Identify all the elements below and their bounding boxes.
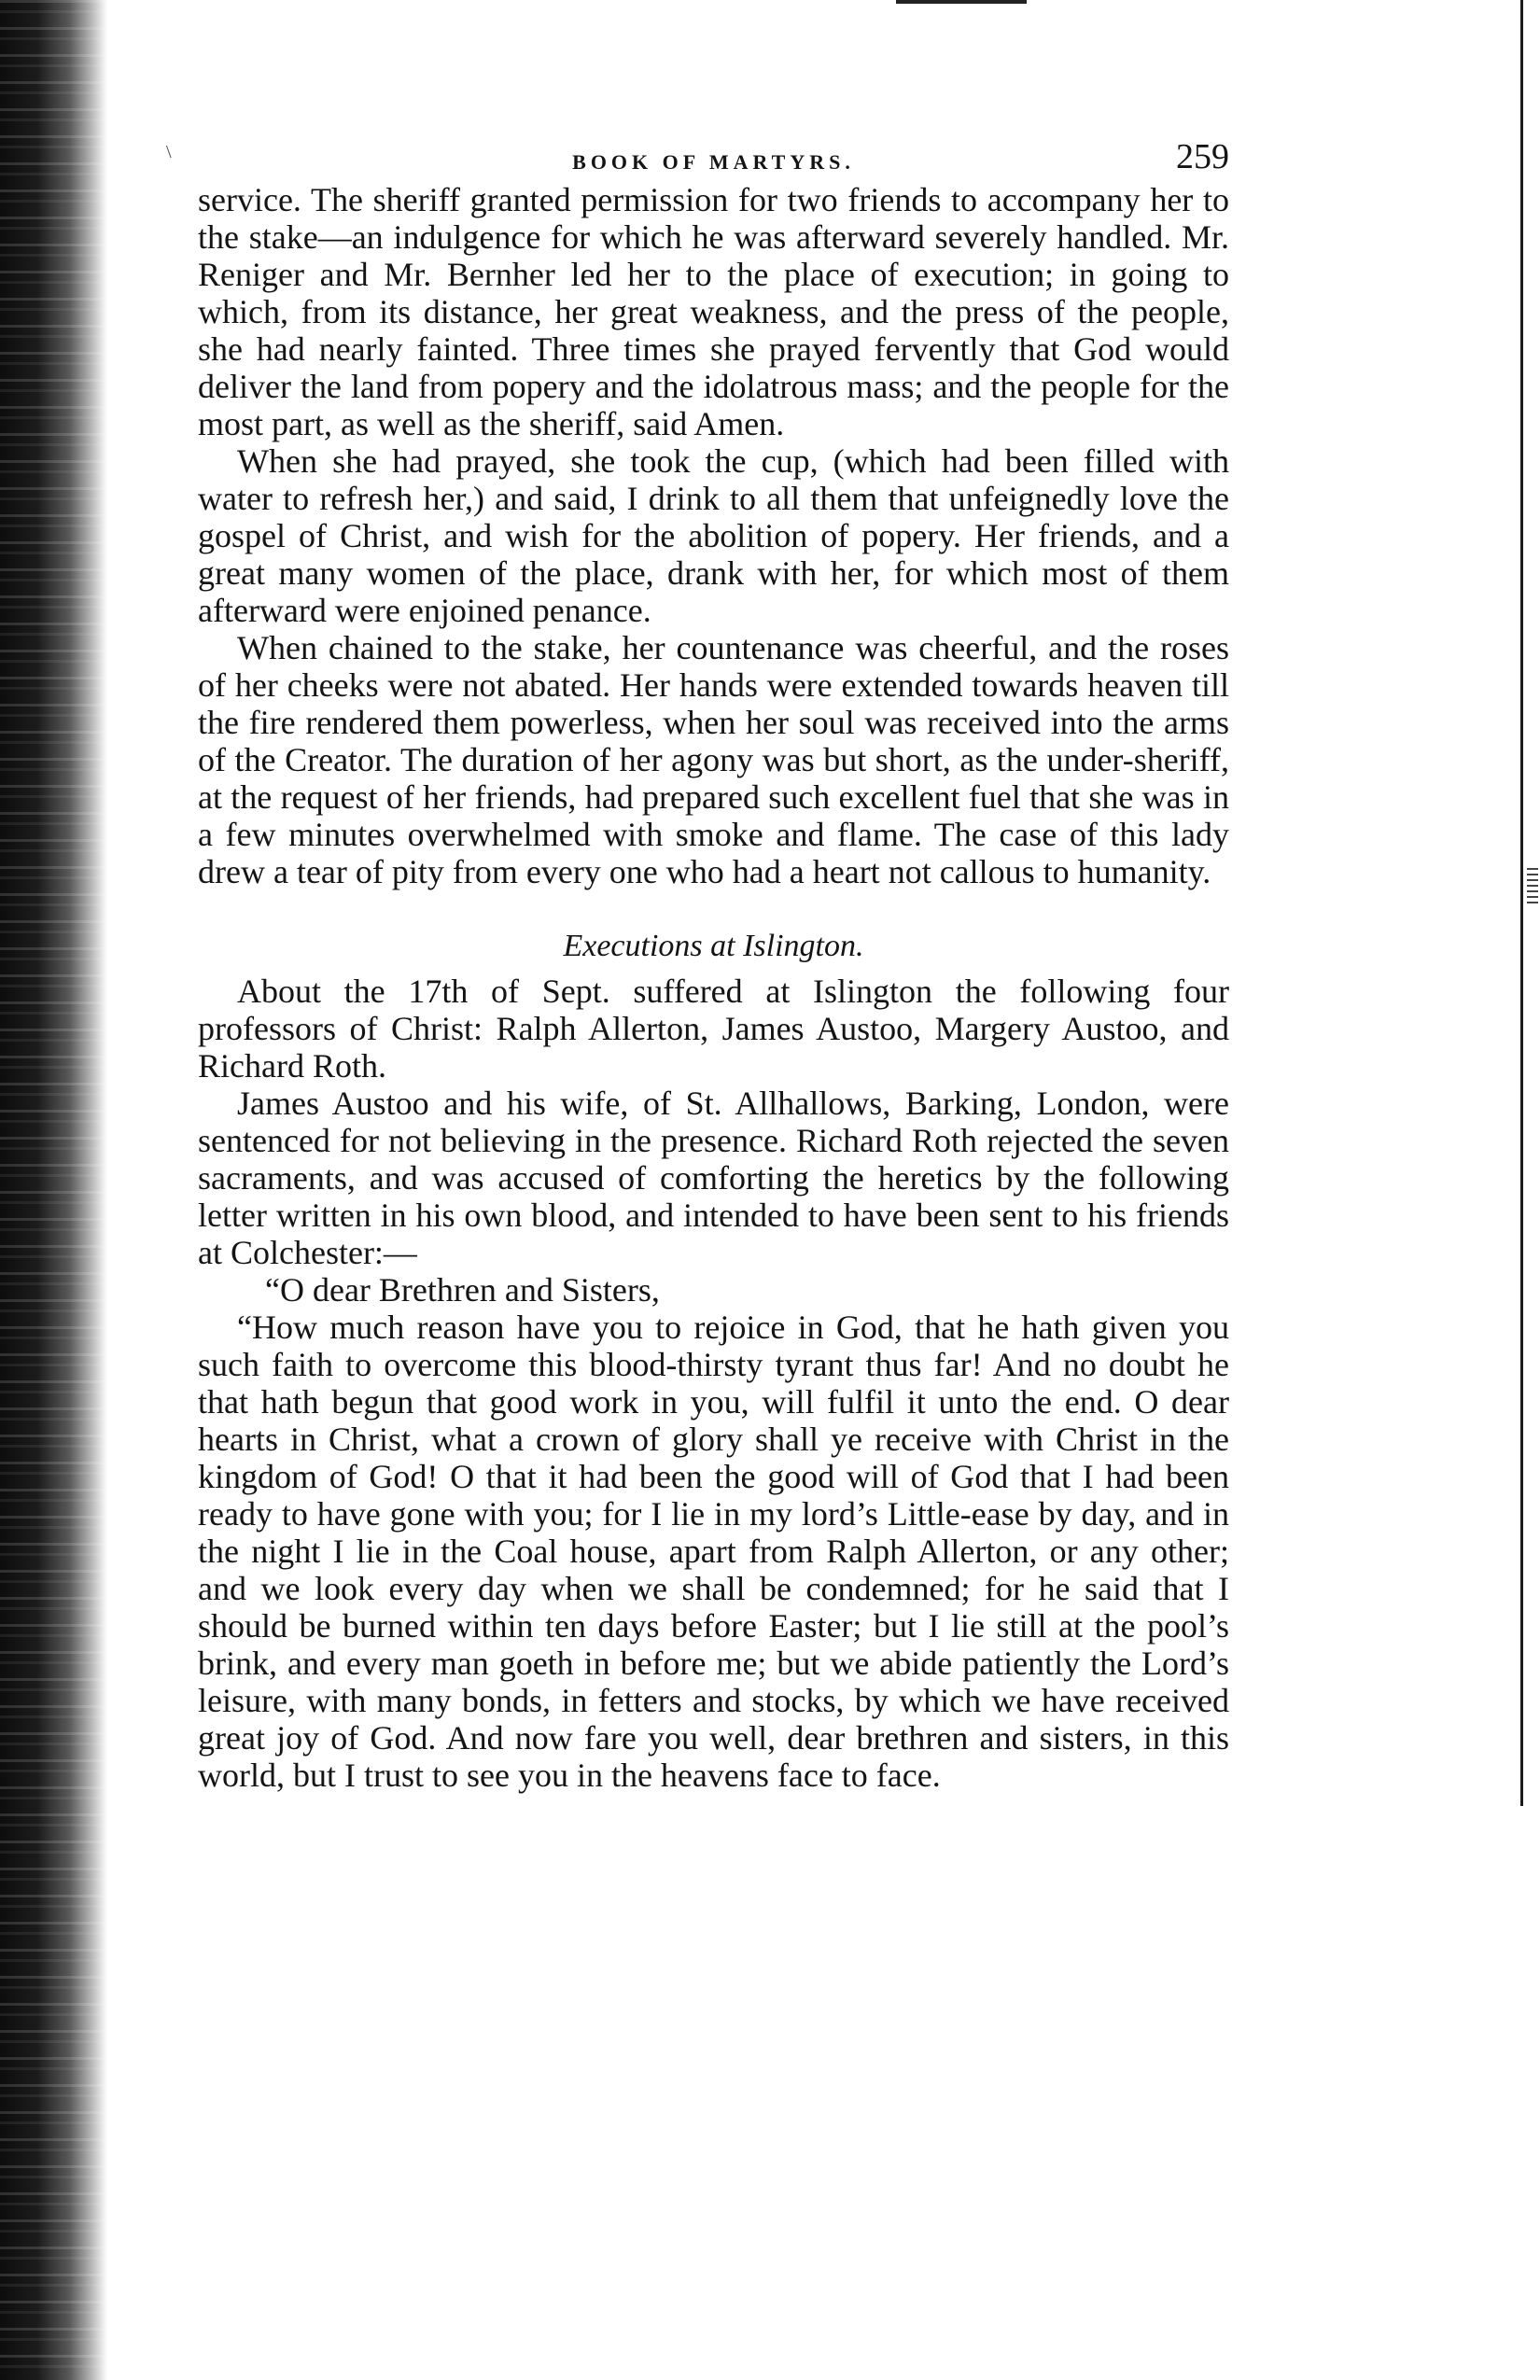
top-edge-rule (896, 0, 1027, 4)
running-head (198, 138, 1229, 181)
book-binding-edge (0, 0, 107, 2380)
paragraph-islington: About the 17th of Sept. suffered at Islington the following four professors of Christ: Ralph Allerton, James Austoo, Margery Austoo, and Richard Roth. (198, 973, 1229, 1085)
letter-body: “How much reason have you to rejoice in God, that he hath given you such faith to overcome this blood-thirsty tyrant thus far! And no doubt he that hath begun that good work in you, will fulfil it unto the end. O dear hearts in Christ, what a crown of glory shall ye receive with Christ in the kingdom of God! O that it had been the good will of God that I had been ready to have gone with you; for I lie in my lord’s Little-ease by day, and in the night I lie in the Coal house, apart from Ralph Allerton, or any other; and we look every day when we shall be condemned; for he said that I should be burned within ten days before Easter; but I lie still at the pool’s brink, and every man goeth in before me; but we abide patiently the Lord’s leisure, with many bonds, in fetters and stocks, by which we have received great joy of God. And now fare you well, dear brethren and sisters, in this world, but I trust to see you in the heavens face to face. (198, 1309, 1229, 1794)
paragraph-cup: When she had prayed, she took the cup, (which had been filled with water to refresh her,) and said, I drink to all them that unfeignedly love the gospel of Christ, and wish for the abolition of popery. Her friends, and a great many women of the place, drank with her, for which most of them afterward were enjoined penance. (198, 442, 1229, 629)
book-page (198, 138, 1229, 1794)
letter-salutation: “O dear Brethren and Sisters, (265, 1271, 660, 1309)
right-margin-ticks (1527, 868, 1538, 905)
paragraph-stake: When chained to the stake, her countenance was cheerful, and the roses of her cheeks were not abated. Her hands were extended towards heaven till the fire rendered them powerless, when her soul was received into the arms of the Creator. The duration of her agony was but short, as the under-sheriff, at the request of her friends, had prepared such excellent fuel that she was in a few minutes overwhelmed with smoke and flame. The case of this lady drew a tear of pity from every one who had a heart not callous to humanity. (198, 629, 1229, 890)
section-heading: Executions at Islington. (563, 929, 864, 963)
paragraph-austoo: James Austoo and his wife, of St. Allhallows, Barking, London, were sentenced for not believing in the presence. Richard Roth rejected the seven sacraments, and was accused of comforting the heretics by the following letter written in his own blood, and intended to have been sent to his friends at Colchester:— (198, 1085, 1229, 1271)
running-head-title: BOOK OF MARTYRS. (572, 150, 855, 174)
gutter-mark: \ (166, 142, 172, 162)
page-number: 259 (1176, 137, 1229, 176)
paragraph-service: service. The sheriff granted permission for two friends to accompany her to the stake—an indulgence for which he was afterward severely handled. Mr. Reniger and Mr. Bernher led her to the place of execution; in going to which, from its distance, her great weakness, and the press of the people, she had nearly fainted. Three times she prayed fervently that God would deliver the land from popery and the idolatrous mass; and the people for the most part, as well as the sheriff, said Amen. (198, 181, 1229, 442)
